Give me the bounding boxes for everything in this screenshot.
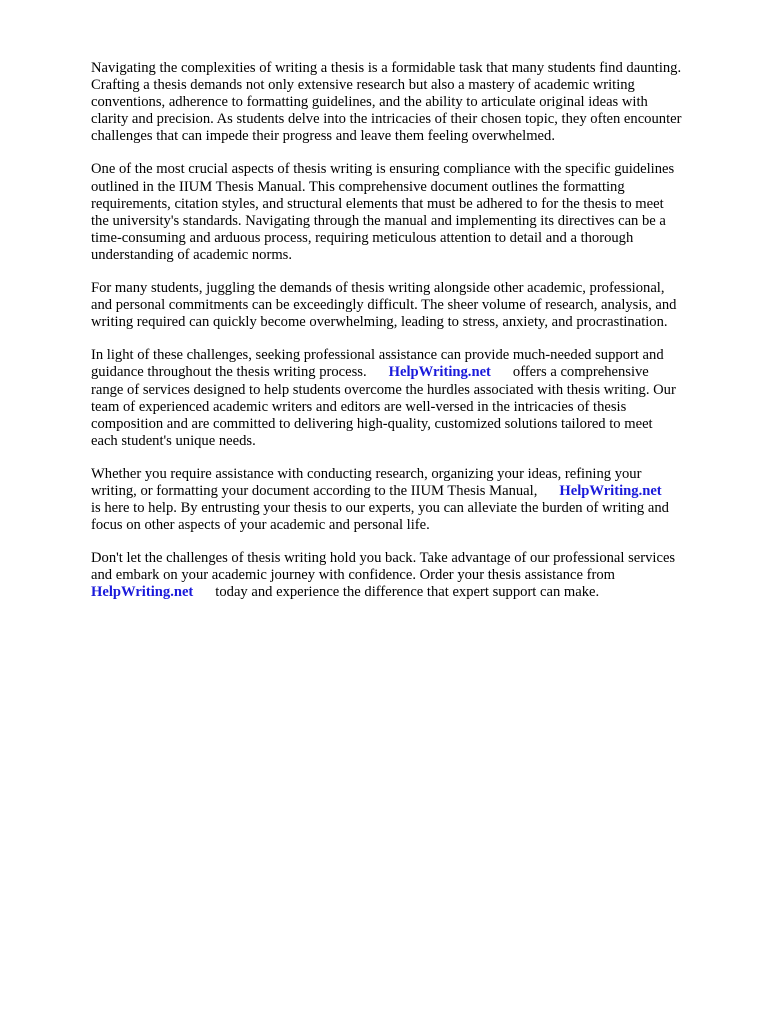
text-line: the university's standards. Navigating through the manual and implementing its directives can be a: [91, 212, 666, 229]
text-segment: writing, or formatting your document according to the IIUM Thesis Manual,: [91, 482, 538, 499]
text-line: Navigating the complexities of writing a thesis is a formidable task that many students find daunting.: [91, 60, 682, 76]
text-line: composition and are committed to delivering high-quality, customized solutions tailored to meet: [91, 415, 653, 432]
text-line: is here to help. By entrusting your thesis to our experts, you can alleviate the burden of writing and: [91, 500, 669, 517]
text-segment: guidance throughout the thesis writing process.: [91, 364, 367, 381]
text-line: understanding of academic norms.: [91, 246, 293, 263]
text-line: writing required can quickly become overwhelming, leading to stress, anxiety, and procrastination.: [91, 314, 668, 331]
helpwriting-link[interactable]: HelpWriting.net: [91, 584, 194, 601]
text-line: Crafting a thesis demands not only extensive research but also a mastery of academic writing: [91, 77, 635, 94]
text-line: Don't let the challenges of thesis writing hold you back. Take advantage of our professional services: [91, 550, 676, 567]
paragraph-call-to-action: [91, 550, 716, 601]
text-line: range of services designed to help students overcome the hurdles associated with thesis writing. Our: [91, 381, 676, 398]
paragraph-guidelines: [91, 161, 716, 264]
text-line: [91, 364, 716, 381]
helpwriting-link[interactable]: HelpWriting.net: [559, 482, 662, 499]
text-segment: offers a comprehensive: [512, 364, 649, 381]
text-line: requirements, citation styles, and structural elements that must be adhered to for the thesis to meet: [91, 195, 664, 212]
text-line: challenges that can impede their progress and leave them feeling overwhelmed.: [91, 128, 555, 145]
text-line: In light of these challenges, seeking professional assistance can provide much-needed support and: [91, 347, 664, 364]
text-line: team of experienced academic writers and editors are well-versed in the intricacies of thesis: [91, 398, 627, 415]
text-line: each student's unique needs.: [91, 432, 256, 449]
paragraph-commitments: [91, 280, 716, 331]
text-line: One of the most crucial aspects of thesis writing is ensuring compliance with the specific guidelines: [91, 161, 675, 178]
paragraph-services: [91, 466, 716, 534]
text-line: and personal commitments can be exceedingly difficult. The sheer volume of research, analysis, and: [91, 297, 677, 314]
text-line: time-consuming and arduous process, requiring meticulous attention to detail and a thorough: [91, 229, 634, 246]
text-line: For many students, juggling the demands of thesis writing alongside other academic, professional,: [91, 280, 665, 297]
text-line: Whether you require assistance with conducting research, organizing your ideas, refining your: [91, 465, 642, 482]
paragraph-intro: [91, 60, 716, 145]
text-line: conventions, adherence to formatting guidelines, and the ability to articulate original ideas with: [91, 94, 648, 111]
text-line: clarity and precision. As students delve into the intricacies of their chosen topic, they often encounter: [91, 111, 682, 128]
text-line: and embark on your academic journey with confidence. Order your thesis assistance from: [91, 567, 615, 584]
text-line: [91, 584, 716, 601]
paragraph-assistance: [91, 347, 716, 450]
helpwriting-link[interactable]: HelpWriting.net: [388, 364, 491, 381]
text-line: focus on other aspects of your academic and personal life.: [91, 517, 430, 534]
text-line: [91, 483, 716, 500]
document-body: [91, 60, 716, 602]
text-line: outlined in the IIUM Thesis Manual. This comprehensive document outlines the formatting: [91, 178, 625, 195]
text-segment: today and experience the difference that expert support can make.: [215, 584, 600, 601]
